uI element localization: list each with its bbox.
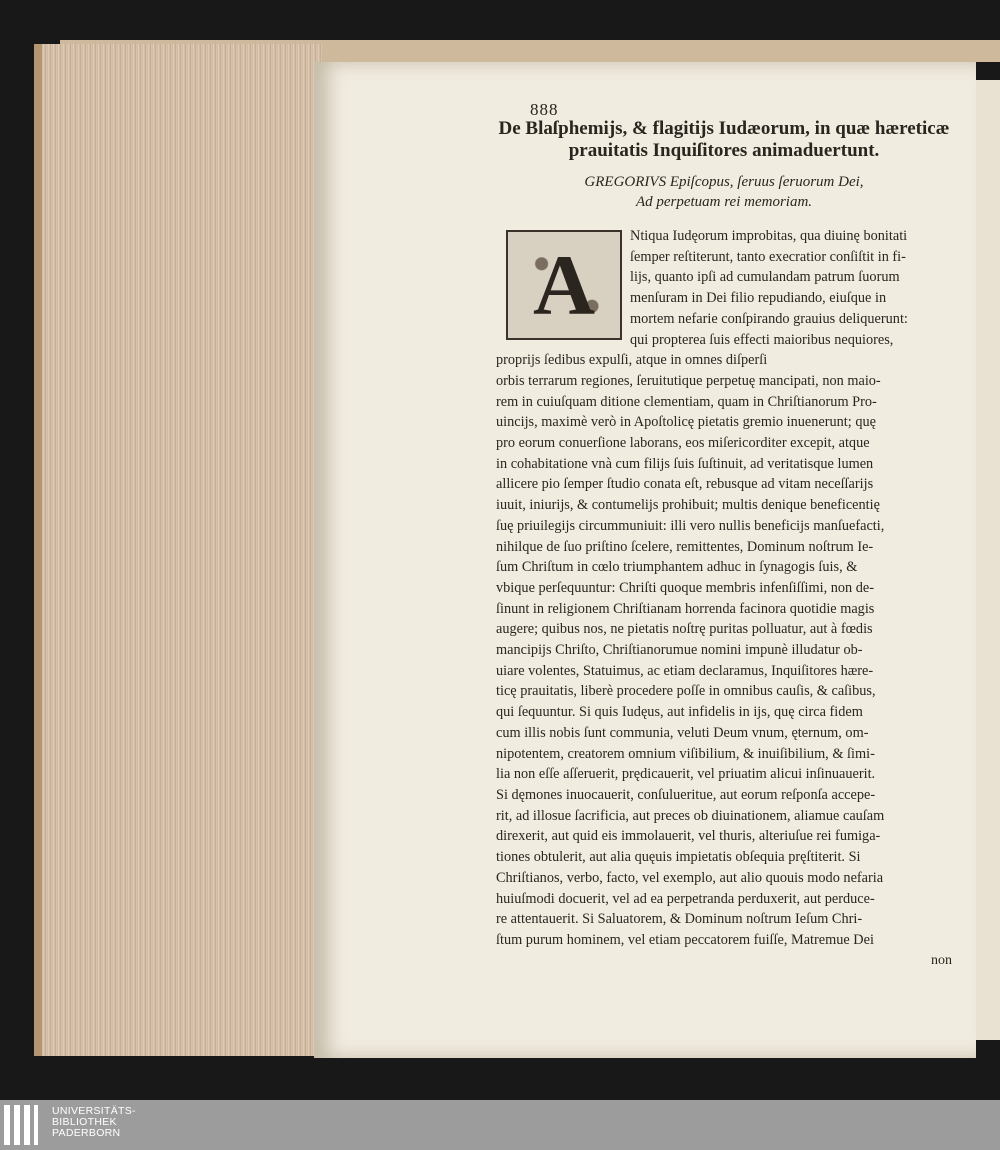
text-line: pro eorum conuerſione laborans, eos miſericorditer excepit, atque bbox=[496, 435, 870, 452]
library-name: UNIVERSITÄTS- BIBLIOTHEK PADERBORN bbox=[52, 1105, 136, 1139]
heading-line-2: prauitatis Inquiſitores animaduertunt. bbox=[568, 140, 880, 161]
catchword: non bbox=[931, 952, 952, 968]
salutation-line-1: GREGORIVS Epiſcopus, ſeruus ſeruorum Dei, bbox=[584, 174, 864, 190]
text-line: Chriſtianos, verbo, facto, vel exemplo, aut alio quouis modo nefaria bbox=[496, 869, 884, 886]
text-line: in cohabitatione vnà cum filijs ſuis ſuſtinuit, ad veritatisque lumen bbox=[496, 455, 874, 472]
text-line: re attentauerit. Si Saluatorem, & Dominum noſtrum Ieſum Chri- bbox=[496, 911, 863, 928]
text-line: qui propterea ſuis effecti maioribus nequiores, bbox=[630, 331, 894, 348]
text-line: ſum Chriſtum in cœlo triumphantem adhuc in ſynagogis ſuis, & bbox=[496, 559, 858, 576]
body-lines bbox=[496, 371, 952, 951]
text-line: allicere pio ſemper ſtudio conata eſt, rebusque ad vitam neceſſarijs bbox=[496, 476, 874, 493]
text-line: ſuę priuilegijs circummuniuit: illi vero nullis beneficijs manſuefacti, bbox=[496, 517, 885, 534]
text-line: vbique perſequuntur: Chriſti quoque membris infenſiſſimi, non de- bbox=[496, 579, 875, 596]
text-line: rem in cuiuſquam ditione clementiam, quam in Chriſtianorum Pro- bbox=[496, 393, 877, 410]
text-line: Si dęmones inuocauerit, conſulueritue, aut eorum reſponſa accepe- bbox=[496, 786, 876, 803]
text-line: orbis terrarum regiones, ſeruitutique perpetuę mancipati, non maio- bbox=[496, 372, 881, 389]
page-edges bbox=[34, 44, 322, 1056]
text-line: ſinunt in religionem Chriſtianam horrenda facinora quotidie magis bbox=[496, 600, 875, 617]
library-footer bbox=[0, 1100, 1000, 1150]
text-line: ſemper reſtiterunt, tanto execratior conſiſtit in fi- bbox=[630, 248, 906, 265]
text-line: proprijs ſedibus expulſi, atque in omnes diſperſi bbox=[496, 352, 768, 369]
text-line: uiare volentes, Statuimus, ac etiam declaramus, Inquiſitores hære- bbox=[496, 662, 874, 679]
text-line: qui ſequuntur. Si quis Iudęus, aut infidelis in ijs, quę circa fidem bbox=[496, 704, 863, 721]
page-number: 888 bbox=[530, 100, 559, 119]
text-line: mancipijs Chriſto, Chriſtianorumue nomini impunè illudatur ob- bbox=[496, 642, 863, 659]
text-line: rit, ad illosue ſacrificia, aut preces ob diuinationem, aliamue cauſam bbox=[496, 807, 885, 824]
text-line: cum illis nobis ſunt communia, veluti Deum vnum, ęternum, om- bbox=[496, 724, 869, 741]
salutation-line-2: Ad perpetuam rei memoriam. bbox=[635, 194, 813, 210]
library-logo-icon bbox=[4, 1105, 44, 1145]
facing-page-strip bbox=[976, 80, 1000, 1040]
text-line: iuuit, iniurijs, & contumelijs prohibuit; multis denique beneficentię bbox=[496, 497, 880, 514]
page-text bbox=[496, 100, 952, 971]
text-line: mortem nefarie conſpirando grauius deliquerunt: bbox=[630, 310, 908, 327]
text-line: uincijs, maximè verò in Apoſtolicę pietatis gremio inuenerunt; quę bbox=[496, 414, 876, 431]
decorated-initial: A bbox=[506, 230, 622, 340]
text-line: ticę prauitatis, liberè procedere poſſe in omnibus cauſis, & caſibus, bbox=[496, 683, 876, 700]
body-text bbox=[496, 226, 952, 971]
text-line: nipotentem, creatorem omnium viſibilium, & inuiſibilium, & ſimi- bbox=[496, 745, 875, 762]
text-line: direxerit, aut quid eis immolauerit, vel thuris, alteriuſue rei fumiga- bbox=[496, 828, 881, 845]
text-line: lia non eſſe aſſeruerit, prędicauerit, vel priuatim alicui inſinuauerit. bbox=[496, 766, 876, 783]
text-line: lijs, quanto ipſi ad cumulandam patrum ſuorum bbox=[630, 269, 900, 286]
text-line: menſuram in Dei filio repudiando, eiuſque in bbox=[630, 290, 887, 307]
text-line: huiuſmodi docuerit, vel ad ea perpetranda perduxerit, aut perduce- bbox=[496, 890, 875, 907]
text-line: tiones obtulerit, aut alia quęuis impietatis obſequia pręſtiterit. Si bbox=[496, 849, 861, 866]
text-line: Ntiqua Iudęorum improbitas, qua diuinę bonitati bbox=[630, 228, 908, 244]
text-line: ſtum purum hominem, vel etiam peccatorem fuiſſe, Matremue Dei bbox=[496, 931, 874, 948]
heading-line-1: De Blaſphemijs, & flagitijs Iudæorum, in quæ hæreticæ bbox=[498, 118, 950, 139]
text-line: augere; quibus nos, ne pietatis noſtrę puritas polluatur, aut à fœdis bbox=[496, 621, 873, 638]
text-line: nihilque de ſuo priſtino ſcelere, remittentes, Dominum noſtrum Ie- bbox=[496, 538, 874, 555]
